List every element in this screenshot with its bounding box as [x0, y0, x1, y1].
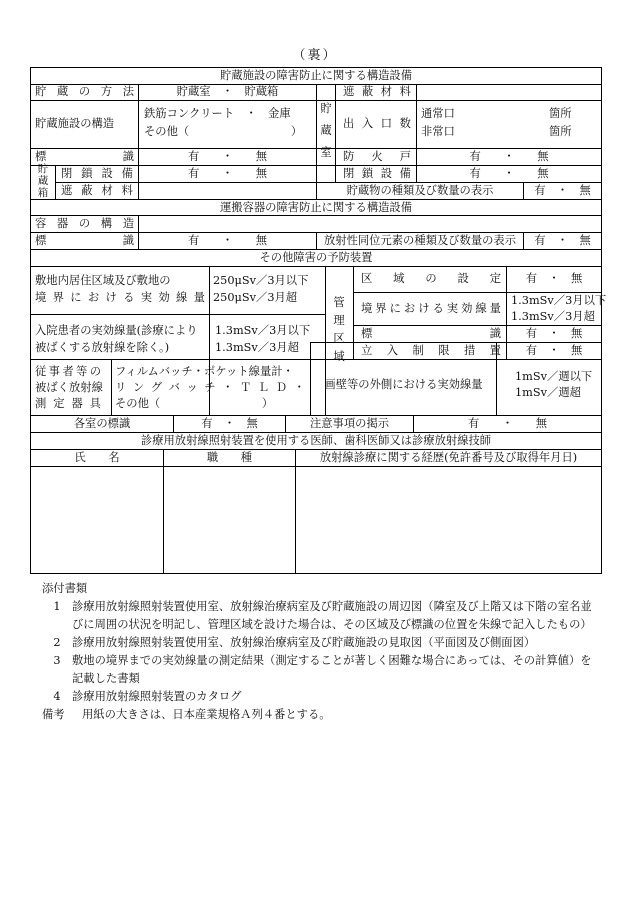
worker-value-1: フィルムバッチ・ポケット線量計・ — [115, 365, 294, 378]
entrance-normal-label: 通常口 — [421, 107, 455, 120]
worker-label-line1: 従 事 者 等 の — [35, 365, 101, 378]
remark — [42, 706, 602, 724]
room-shield-label: 遮 蔽 材 料 — [343, 85, 411, 98]
wall-dose-value-1: 1mSv／週以下 — [515, 370, 593, 383]
transport-sign-label: 標 識 — [35, 234, 134, 247]
attachment-item — [42, 634, 602, 652]
entry-restriction-label: 立 入 制 限 措 置 — [361, 344, 501, 357]
entrance-emergency-unit: 箇所 — [549, 125, 572, 138]
transport-display-value: 有 ・ 無 — [534, 234, 591, 247]
storage-structure-line1: 鉄筋コンクリート ・ 金庫 — [144, 107, 291, 120]
storage-sign-value: 有 ・ 無 — [187, 150, 268, 163]
attachments-title: 添付書類 — [42, 582, 88, 595]
experience-column-header: 放射線診療に関する経歴(免許番号及び取得年月日) — [319, 451, 578, 464]
attachment-number: 2 — [53, 636, 61, 649]
box-closure-label: 閉 鎖 設 備 — [61, 167, 133, 180]
storage-display-value: 有 ・ 無 — [534, 184, 591, 197]
other-section-title: その他障害の予防装置 — [259, 251, 373, 264]
patient-label-line2: 被ばくする放射線を除く。) — [35, 341, 170, 354]
room-closure-label: 閉 鎖 設 備 — [343, 167, 411, 180]
patient-label-line1: 入院患者の実効線量(診療により — [35, 324, 198, 337]
site-label-line2: 境 界 に お け る 実 効 線 量 — [35, 291, 205, 304]
fire-door-value: 有 ・ 無 — [469, 150, 549, 163]
attachment-item — [42, 598, 602, 634]
controlled-sign-value: 有 ・ 無 — [525, 327, 583, 340]
room-entrance-label: 出 入 口 数 — [343, 117, 411, 130]
worker-value-2: リ ン グ バ ッ チ ・ Ｔ Ｌ Ｄ ・ — [115, 381, 305, 394]
transport-sign-value: 有 ・ 無 — [187, 234, 268, 247]
page-label: （裏） — [292, 48, 338, 63]
controlled-sign-label: 標 識 — [361, 327, 501, 340]
site-label-line1: 敷地内居住区域及び敷地の — [35, 274, 171, 287]
storage-method-value: 貯蔵室 ・ 貯蔵箱 — [176, 85, 279, 98]
controlled-area-vertical-label: 管理区域 — [333, 296, 345, 363]
box-shield-label: 遮 蔽 材 料 — [61, 184, 133, 197]
worker-label-line2: 被 ば く 放 射 線 — [35, 381, 103, 394]
attachment-number: 4 — [53, 690, 61, 703]
boundary-label: 境 界 に お け る 実 効 線 量 — [361, 302, 501, 315]
storage-sign-label: 標 識 — [35, 150, 134, 163]
area-setting-label: 区 域 の 設 定 — [361, 272, 501, 285]
box-closure-value: 有 ・ 無 — [187, 167, 268, 180]
name-column-header: 氏 名 — [74, 451, 120, 464]
structure-form — [30, 67, 607, 574]
attachment-text: 敷地の境界までの実効線量の測定結果（測定することが著しく困難な場合にあっては、その計算値）を記載した書類 — [72, 654, 592, 685]
boundary-value-2: 1.3mSv／3月超 — [511, 310, 595, 323]
storage-room-vertical-label: 貯蔵室 — [320, 102, 332, 159]
entrance-normal-unit: 箇所 — [549, 107, 572, 120]
transport-section-title: 運搬容器の障害防止に関する構造設備 — [219, 201, 413, 214]
wall-dose-label: 画壁等の外側における実効線量 — [324, 378, 483, 391]
attachment-text: 診療用放射線照射装置使用室、放射線治療病室及び貯蔵施設の周辺図（隣室及び上階又は下階の室名並びに周囲の状況を明記し、管理区域を設けた場合は、その区域及び標識の位置を朱線で記入したもの） — [72, 600, 592, 631]
wall-dose-value-2: 1mSv／週超 — [515, 386, 581, 399]
patient-value-2: 1.3mSv／3月超 — [215, 341, 299, 354]
entry-restriction-value: 有 ・ 無 — [525, 344, 583, 357]
notice-value: 有 ・ 無 — [467, 417, 548, 430]
room-sign-label: 各室の標識 — [73, 417, 131, 430]
storage-box-vertical-label: 貯蔵箱 — [37, 163, 49, 199]
boundary-value-1: 1.3mSv／3月以下 — [511, 294, 607, 307]
entrance-emergency-label: 非常口 — [421, 125, 455, 138]
transport-display-label: 放射性同位元素の種類及び数量の表示 — [323, 234, 517, 247]
transport-structure-label: 容 器 の 構 造 — [35, 217, 134, 230]
attachment-item — [42, 652, 602, 688]
fire-door-label: 防 火 戸 — [343, 150, 411, 163]
site-value-2: 250μSv／3月超 — [213, 291, 298, 304]
area-setting-value: 有 ・ 無 — [525, 272, 583, 285]
remark-text: 用紙の大きさは、日本産業規格Ａ列４番とする。 — [82, 708, 331, 721]
storage-method-label: 貯 蔵 の 方 法 — [35, 85, 134, 98]
room-closure-value: 有 ・ 無 — [469, 167, 549, 180]
site-value-1: 250μSv／3月以下 — [213, 274, 309, 287]
type-column-header: 職 種 — [206, 451, 253, 464]
notice-label: 注意事項の掲示 — [309, 417, 390, 430]
room-sign-value: 有 ・ 無 — [201, 417, 258, 430]
patient-value-1: 1.3mSv／3月以下 — [215, 324, 311, 337]
storage-structure-label: 貯蔵施設の構造 — [35, 117, 115, 130]
worker-value-3: その他（ ） — [115, 397, 274, 410]
staff-section-title: 診療用放射線照射装置を使用する医師、歯科医師又は診療放射線技師 — [140, 434, 492, 447]
attachment-text: 診療用放射線照射装置使用室、放射線治療病室及び貯蔵施設の見取図（平面図及び側面図） — [72, 636, 536, 649]
attachment-text: 診療用放射線照射装置のカタログ — [72, 690, 242, 703]
storage-display-label: 貯蔵物の種類及び数量の表示 — [346, 184, 494, 197]
attachment-number: 3 — [53, 654, 61, 667]
storage-section-title: 貯蔵施設の障害防止に関する構造設備 — [219, 69, 413, 82]
attachments-notes — [42, 580, 602, 724]
attachment-number: 1 — [53, 600, 61, 613]
attachment-item — [42, 688, 602, 706]
storage-structure-line2: その他（ ） — [144, 125, 303, 138]
worker-label-line3: 測 定 器 具 — [35, 397, 101, 410]
remark-label: 備考 — [42, 708, 65, 721]
